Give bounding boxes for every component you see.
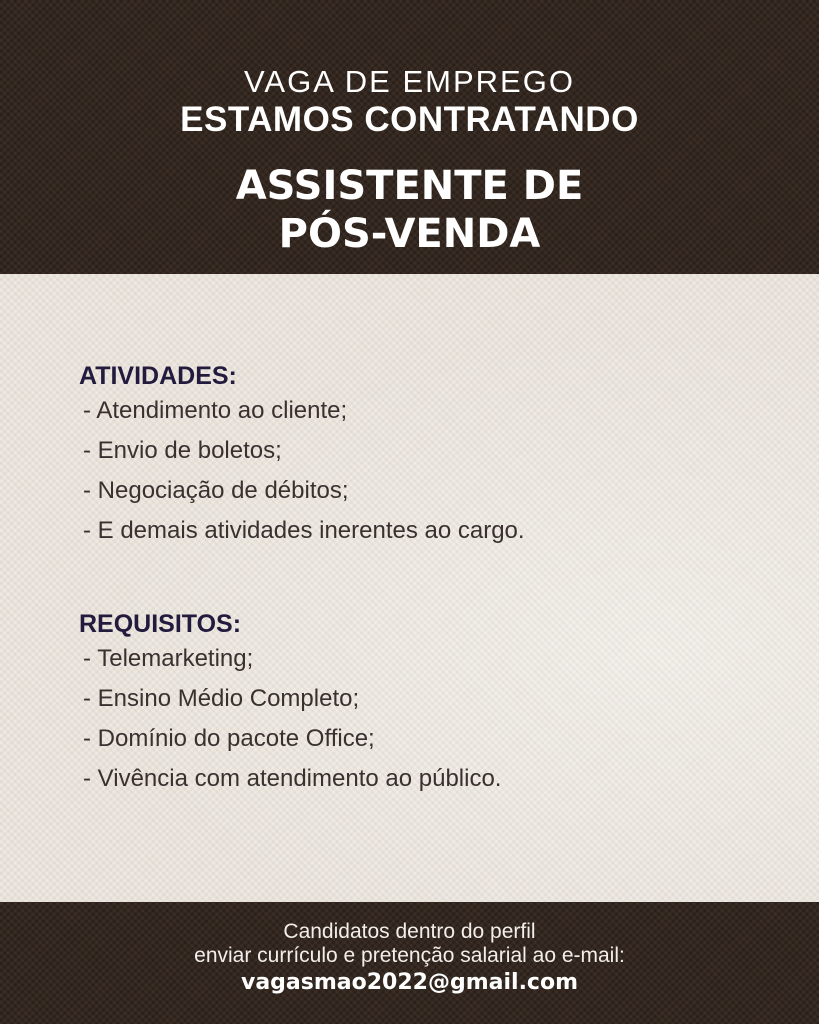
job-title — [0, 162, 819, 258]
job-vacancy-kicker: VAGA DE EMPREGO — [244, 64, 575, 99]
requirement-item: - Ensino Médio Completo; — [83, 685, 360, 712]
footer-instructions-text: enviar currículo e pretenção salarial ao e-mail: — [194, 944, 625, 967]
activity-item: - E demais atividades inerentes ao cargo. — [83, 517, 525, 544]
requirement-item: - Domínio do pacote Office; — [83, 725, 375, 752]
activity-item: - Atendimento ao cliente; — [83, 397, 348, 424]
activity-item: - Negociação de débitos; — [83, 477, 349, 504]
contact-email: vagasmao2022@gmail.com — [240, 970, 579, 995]
requirement-item: - Vivência com atendimento ao público. — [83, 765, 502, 792]
requirements-list — [79, 639, 779, 799]
hiring-headline: ESTAMOS CONTRATANDO — [180, 100, 639, 139]
job-title-line-2: PÓS-VENDA — [278, 211, 541, 257]
job-title-line-1: ASSISTENTE DE — [235, 163, 584, 209]
activities-section — [79, 361, 779, 551]
activity-item: - Envio de boletos; — [83, 437, 282, 464]
footer-candidates-text: Candidatos dentro do perfil — [283, 920, 536, 943]
activities-list — [79, 391, 779, 551]
requirement-item: - Telemarketing; — [83, 645, 254, 672]
activities-heading: ATIVIDADES: — [79, 362, 237, 390]
requirements-heading: REQUISITOS: — [79, 610, 242, 638]
requirements-section — [79, 609, 779, 799]
